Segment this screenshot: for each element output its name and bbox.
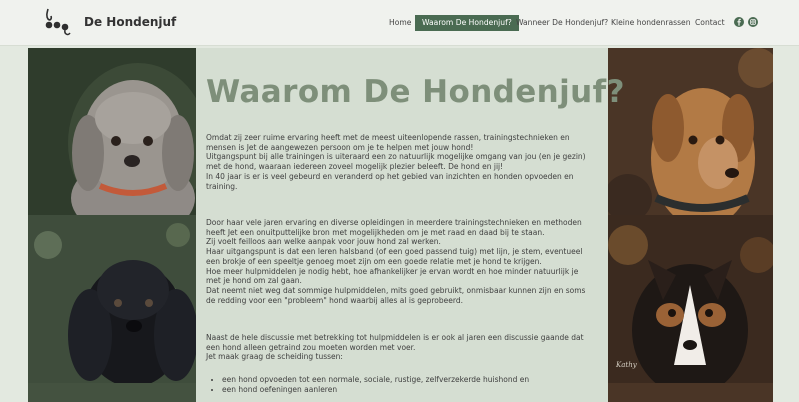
photo-bottom-left bbox=[28, 383, 196, 402]
list-item: • een hond opvoeden tot een normale, sociale, rustige, zelfverzekerde huishond en bbox=[222, 375, 594, 385]
list-item: • een hond oefeningen aanleren bbox=[222, 385, 594, 395]
paragraph-line: Naast de hele discussie met betrekking tot hulpmiddelen is er ook al jaren een discussie gaande dat een hond alleen getraind zou moeten worden met voer. bbox=[206, 333, 584, 352]
paragraph-line: Omdat zij zeer ruime ervaring heeft met de meest uiteenlopende rassen, trainingstechnieken en mensen is Jet de aangewezen persoon om je te helpen met jouw hond! bbox=[206, 133, 570, 152]
paragraph-line: Jet maak graag de scheiding tussen: bbox=[206, 352, 343, 362]
site-header bbox=[0, 0, 799, 46]
facebook-icon[interactable] bbox=[734, 17, 744, 27]
nav-contact[interactable]: Contact bbox=[695, 18, 725, 27]
grey-poodle-image bbox=[28, 48, 196, 215]
paragraph-training bbox=[206, 333, 594, 362]
paragraph-intro bbox=[206, 133, 594, 191]
nav-waarom[interactable]: Waarom De Hondenjuf? bbox=[415, 15, 519, 31]
photo-bottom-right bbox=[608, 383, 773, 402]
paragraph-line: Uitgangspunt bij alle trainingen is uiteraard een zo natuurlijk mogelijke omgang van jou (en je gezin) met de hond, waaraan iedereen zoveel mogelijk plezier beleeft. De hond en jij! bbox=[206, 152, 586, 172]
brown-dog-image bbox=[608, 48, 773, 215]
paragraph-line: Dat neemt niet weg dat sommige hulpmiddelen, mits goed gebruikt, onmisbaar kunnen zijn en soms de redding voor een "probleem" hond waarbij alles al is geprobeerd. bbox=[206, 285, 586, 305]
bullet-list-container bbox=[206, 375, 594, 394]
instagram-icon[interactable] bbox=[748, 17, 758, 27]
page-title: Waarom De Hondenjuf? bbox=[206, 74, 625, 110]
photo-border-collie bbox=[608, 215, 773, 383]
paragraph-line: Hoe meer hulpmiddelen je nodig hebt, hoe afhankelijker je ervan wordt en hoe minder natuurlijk je met je hond om zal gaan. bbox=[206, 266, 579, 286]
border-collie-image bbox=[608, 215, 773, 383]
bullet-list bbox=[206, 375, 594, 394]
nav-wanneer[interactable]: Wanneer De Hondenjuf? bbox=[516, 18, 609, 27]
dog-logo-icon[interactable] bbox=[42, 6, 74, 38]
photo-brown-dog bbox=[608, 48, 773, 215]
paragraph-line: Haar uitgangspunt is dat een leren halsband (of een goed passend tuig) met lijn, je stem, eventueel een brokje of een speeltje genoeg moet zijn om een goede relatie met je hond te krijgen. bbox=[206, 247, 583, 266]
nav-kleine-hondenrassen[interactable]: Kleine hondenrassen bbox=[611, 18, 691, 27]
paragraph-line: Zij voelt feilloos aan welke aanpak voor jouw hond zal werken. bbox=[206, 237, 441, 247]
brand-name[interactable]: De Hondenjuf bbox=[84, 15, 177, 29]
black-spaniel-image bbox=[28, 215, 196, 383]
photo-grey-poodle bbox=[28, 48, 196, 215]
paragraph-line: In 40 jaar is er is veel gebeurd en veranderd op het gebied van inzichten en honden opvoeden en training. bbox=[206, 171, 574, 191]
paragraph-experience bbox=[206, 218, 594, 305]
nav-home[interactable]: Home bbox=[389, 18, 412, 27]
svg-text:Kathy: Kathy bbox=[616, 361, 637, 369]
paragraph-line: Door haar vele jaren ervaring en diverse opleidingen in meerdere trainingstechnieken en methoden heeft Jet een onuitputtelijke bron met mogelijkheden om je met raad en daad bij te staan. bbox=[206, 218, 582, 237]
photo-black-spaniel bbox=[28, 215, 196, 383]
